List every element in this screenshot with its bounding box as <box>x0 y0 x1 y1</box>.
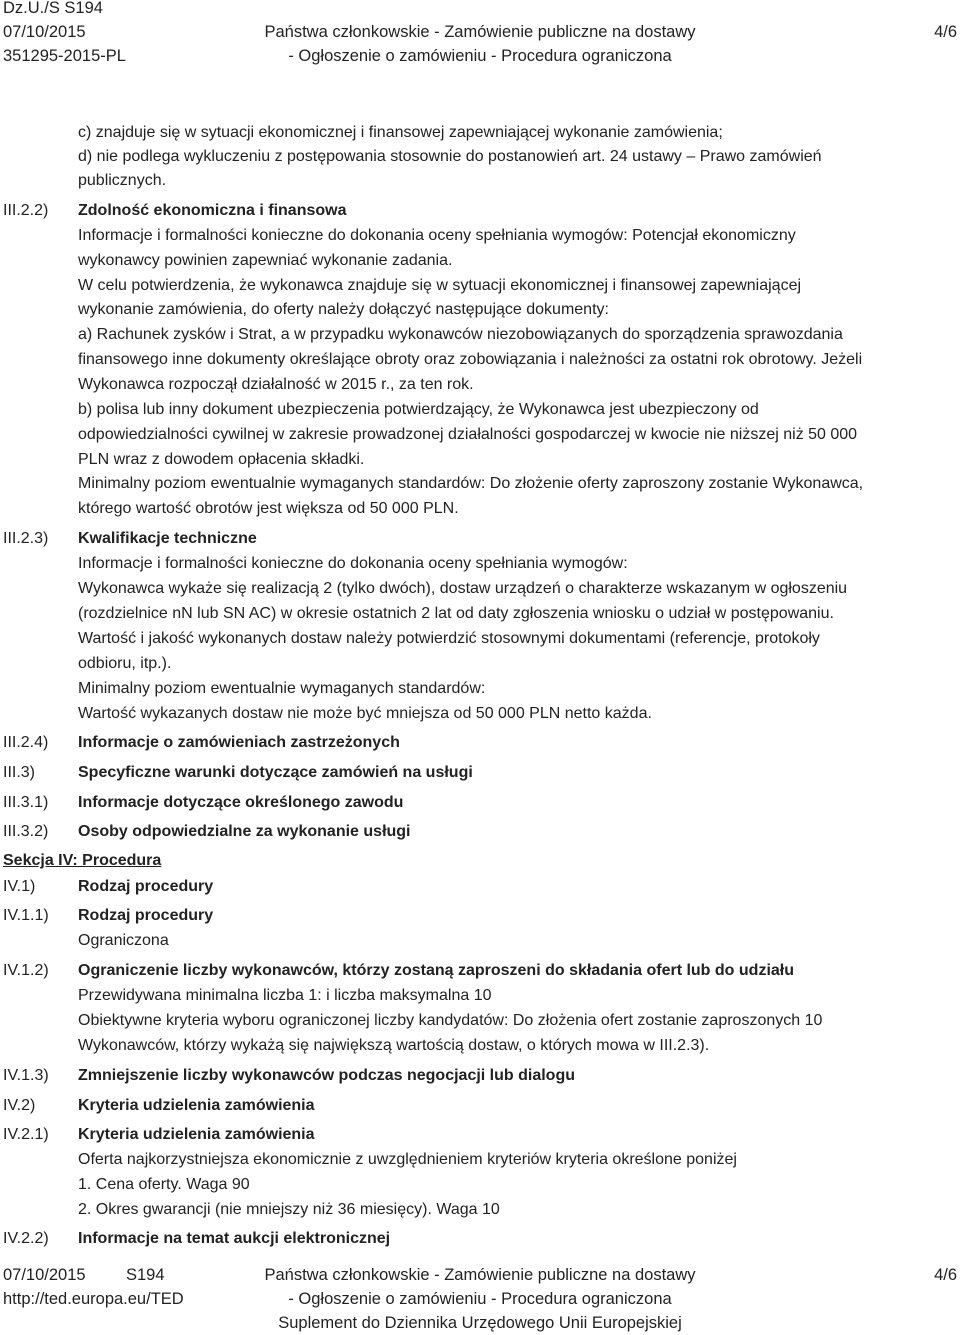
text-line: Minimalny poziom ewentualnie wymaganych standardów: <box>78 680 486 697</box>
header-title: Państwa członkowskie - Zamówienie publiczne na dostawy <box>264 23 696 41</box>
section-number: IV.2) <box>3 1097 36 1114</box>
section-number: III.3.1) <box>3 794 49 811</box>
section-number: III.2.3) <box>3 530 49 547</box>
text-line: odpowiedzialności cywilnej w zakresie prowadzonej działalności gospodarczej w kwocie nie niższej niż 50 000 <box>78 426 858 443</box>
section-title: Informacje na temat aukcji elektronicznej <box>78 1230 391 1247</box>
text-line: Obiektywne kryteria wyboru ograniczonej liczby kandydatów: Do złożenia ofert zostanie zaproszonych 10 <box>78 1012 823 1029</box>
section-number: IV.1.1) <box>3 907 49 924</box>
text-line: d) nie podlega wykluczeniu z postępowania stosownie do postanowień art. 24 ustawy – Prawo zamówień <box>78 148 822 165</box>
footer-supplement: Suplement do Dziennika Urzędowego Unii Europejskiej <box>278 1314 682 1332</box>
footer-date: 07/10/2015 <box>3 1266 86 1284</box>
section-title: Specyficzne warunki dotyczące zamówień na usługi <box>78 764 473 781</box>
section-number: III.3) <box>3 764 36 781</box>
text-line: b) polisa lub inny dokument ubezpieczenia potwierdzający, że Wykonawca jest ubezpieczony od <box>78 401 759 418</box>
section-number: IV.2.1) <box>3 1126 49 1143</box>
text-line: PLN wraz z dowodem opłacenia składki. <box>78 451 365 468</box>
section-iv-heading: Sekcja IV: Procedura <box>3 852 162 869</box>
section-title: Informacje dotyczące określonego zawodu <box>78 794 404 811</box>
notice-number: 351295-2015-PL <box>3 47 126 65</box>
section-title: Kryteria udzielenia zamówienia <box>78 1126 315 1143</box>
section-title: Rodzaj procedury <box>78 878 214 895</box>
text-line: W celu potwierdzenia, że wykonawca znajduje się w sytuacji ekonomicznej i finansowej zapewniającej <box>78 277 802 294</box>
text-line: Wykonawca rozpoczął działalność w 2015 r., za ten rok. <box>78 376 474 393</box>
section-title: Informacje o zamówieniach zastrzeżonych <box>78 734 400 751</box>
header-date: 07/10/2015 <box>3 23 86 41</box>
text-line: c) znajduje się w sytuacji ekonomicznej i finansowej zapewniającej wykonanie zamówienia; <box>78 124 723 141</box>
section-number: IV.1) <box>3 878 36 895</box>
text-line: odbioru, itp.). <box>78 655 172 672</box>
section-title: Zmniejszenie liczby wykonawców podczas negocjacji lub dialogu <box>78 1067 575 1084</box>
section-title: Kryteria udzielenia zamówienia <box>78 1097 315 1114</box>
text-line: wykonawcy powinien zapewniać wykonanie zadania. <box>78 252 453 269</box>
footer-url[interactable]: http://ted.europa.eu/TED <box>3 1290 184 1308</box>
footer-issue: S194 <box>126 1266 165 1284</box>
section-number: IV.1.3) <box>3 1067 49 1084</box>
section-title: Ograniczenie liczby wykonawców, którzy zostaną zaproszeni do składania ofert lub do udziału <box>78 962 794 979</box>
text-line: Minimalny poziom ewentualnie wymaganych standardów: Do złożenie oferty zaproszony zostanie Wykonawca, <box>78 475 864 492</box>
procedure-type-value: Ograniczona <box>78 932 169 949</box>
text-line: którego wartość obrotów jest większa od 50 000 PLN. <box>78 500 459 517</box>
section-number: IV.1.2) <box>3 962 49 979</box>
footer-subtitle: - Ogłoszenie o zamówieniu - Procedura ograniczona <box>288 1290 672 1308</box>
section-number: III.3.2) <box>3 823 49 840</box>
text-line: publicznych. <box>78 172 167 189</box>
text-line: Wartość i jakość wykonanych dostaw należy potwierdzić stosownymi dokumentami (referencje, protokoły <box>78 630 820 647</box>
text-line: a) Rachunek zysków i Strat, a w przypadku wykonawców niezobowiązanych do sporządzenia sprawozdania <box>78 326 843 343</box>
text-line: Wykonawca wykaże się realizacją 2 (tylko dwóch), dostaw urządzeń o charakterze wskazanym w ogłoszeniu <box>78 580 848 597</box>
section-title: Osoby odpowiedzialne za wykonanie usługi <box>78 823 411 840</box>
section-title: Rodzaj procedury <box>78 907 214 924</box>
section-number: III.2.4) <box>3 734 49 751</box>
footer-page-number: 4/6 <box>934 1266 957 1284</box>
section-number: III.2.2) <box>3 202 49 219</box>
text-line: (rozdzielnice nN lub SN AC) w okresie ostatnich 2 lat od daty zgłoszenia wniosku o udział w postępowaniu. <box>78 605 834 622</box>
section-title: Kwalifikacje techniczne <box>78 530 257 547</box>
text-line: 1. Cena oferty. Waga 90 <box>78 1176 250 1193</box>
text-line: wykonanie zamówienia, do oferty należy dołączyć następujące dokumenty: <box>78 301 609 318</box>
text-line: 2. Okres gwarancji (nie mniejszy niż 36 miesięcy). Waga 10 <box>78 1201 500 1218</box>
text-line: Informacje i formalności konieczne do dokonania oceny spełniania wymogów: <box>78 555 628 572</box>
text-line: Oferta najkorzystniejsza ekonomicznie z uwzględnieniem kryteriów kryteria określone poniżej <box>78 1151 737 1168</box>
header-subtitle: - Ogłoszenie o zamówieniu - Procedura ograniczona <box>288 47 672 65</box>
journal-ref: Dz.U./S S194 <box>3 0 103 17</box>
text-line: Wykonawców, którzy wykażą się największą wartością dostaw, o których mowa w III.2.3). <box>78 1037 710 1054</box>
text-line: Wartość wykazanych dostaw nie może być mniejsza od 50 000 PLN netto każda. <box>78 705 652 722</box>
section-title: Zdolność ekonomiczna i finansowa <box>78 202 347 219</box>
header-page-number: 4/6 <box>934 23 957 41</box>
text-line: Informacje i formalności konieczne do dokonania oceny spełniania wymogów: Potencjał ekonomiczny <box>78 227 796 244</box>
text-line: Przewidywana minimalna liczba 1: i liczba maksymalna 10 <box>78 987 492 1004</box>
section-number: IV.2.2) <box>3 1230 49 1247</box>
footer-title: Państwa członkowskie - Zamówienie publiczne na dostawy <box>264 1266 696 1284</box>
text-line: finansowego inne dokumenty określające obroty oraz zobowiązania i należności za ostatni rok obrotowy. Jeżeli <box>78 351 863 368</box>
